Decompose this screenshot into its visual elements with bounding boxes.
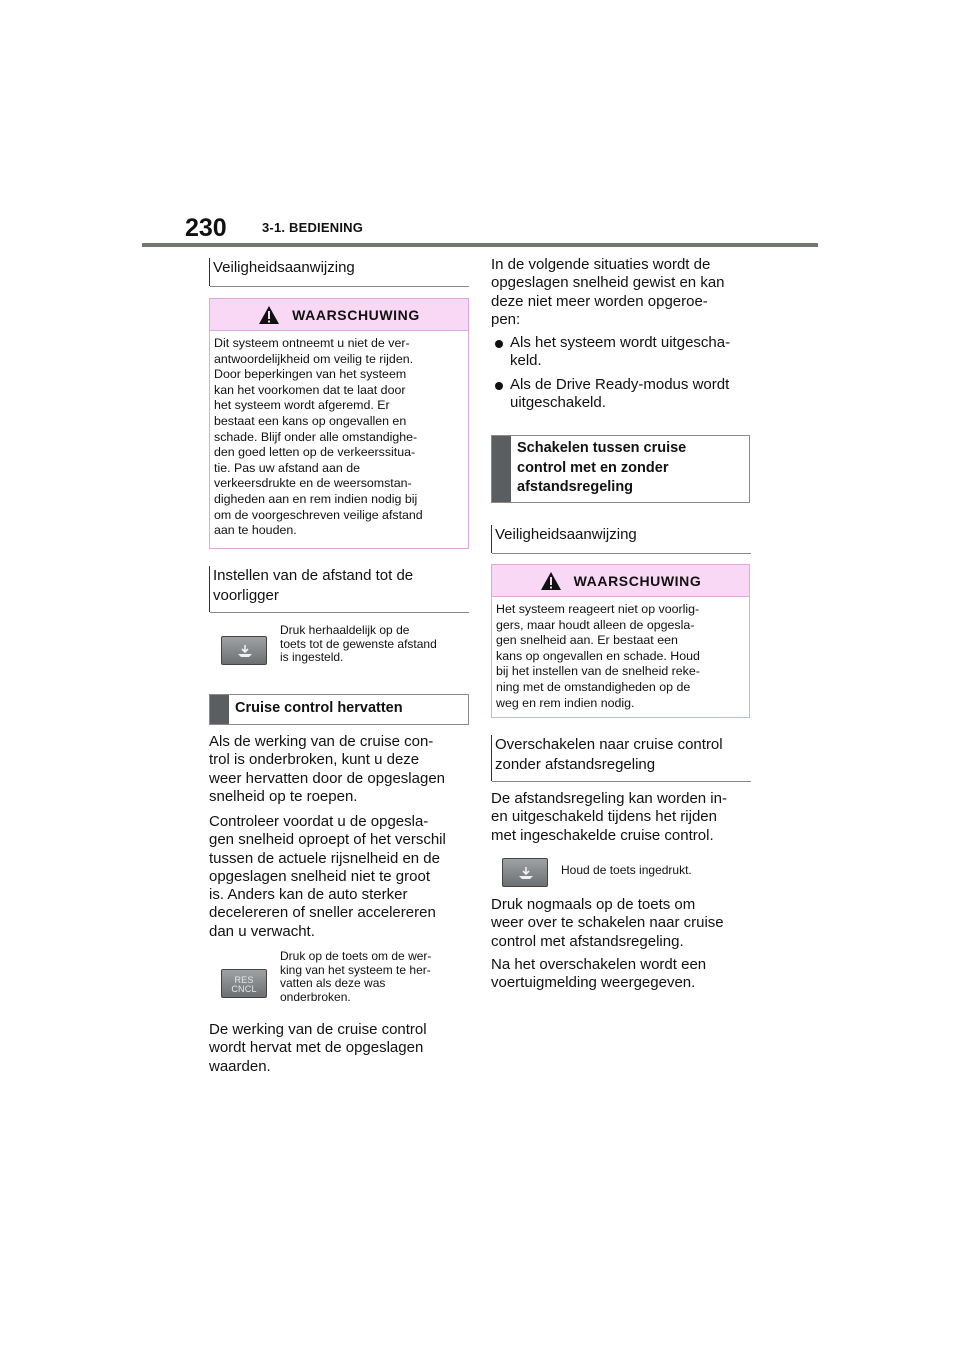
- distance-icon: [515, 866, 537, 880]
- right-p1-line: en uitgeschakeld tijdens het rijden: [491, 808, 717, 826]
- left-warning-line: tie. Pas uw afstand aan de: [214, 460, 361, 475]
- left-warning-line: bestaat een kans op ongevallen en: [214, 413, 407, 428]
- distance-button-text: [280, 624, 470, 665]
- left-warning-line: kan het voorkomen dat te laat door: [214, 382, 406, 397]
- right-warning-title: WAARSCHUWING: [573, 572, 702, 589]
- distance-button: [221, 636, 267, 665]
- resume-paragraph-2: [209, 813, 471, 941]
- right-safety-heading: [491, 525, 751, 553]
- res-button-line: onderbroken.: [280, 989, 351, 1004]
- resume-p1-line: snelheid op te roepen.: [209, 787, 358, 805]
- right-p3-line: voertuigmelding weergegeven.: [491, 974, 696, 992]
- switch-heading-line: afstandsregeling: [517, 479, 634, 495]
- resume-heading-text: Cruise control hervatten: [235, 700, 403, 716]
- resume-paragraph-3: [209, 1021, 471, 1076]
- distance-icon: [234, 644, 256, 658]
- resume-p1-line: weer hervatten door de opgeslagen: [209, 769, 446, 787]
- bullet-1-line: keld.: [510, 352, 542, 370]
- res-cncl-key-label: [222, 976, 266, 994]
- right-intro-line: deze niet meer worden opgeroe-: [491, 292, 708, 310]
- bullet-item-1: [491, 334, 753, 371]
- right-p2-line: control met afstandsregeling.: [491, 932, 684, 950]
- bullet-2-line: Als de Drive Ready-modus wordt: [510, 376, 730, 393]
- resume-p2-line: is. Anders kan de auto sterker: [209, 886, 408, 904]
- right-warning-line: gen snelheid aan. Er bestaat een: [496, 633, 678, 648]
- right-p3-line: Na het overschakelen wordt een: [491, 956, 707, 973]
- resume-p1-line: trol is onderbroken, kunt u deze: [209, 751, 420, 769]
- resume-p2-line: opgeslagen snelheid niet te groot: [209, 867, 431, 885]
- switch-off-heading-rule: [492, 781, 751, 782]
- left-warning-line: den goed letten op de verkeerssitua-: [214, 445, 416, 460]
- switch-off-heading: [491, 735, 751, 781]
- right-warning-header: [492, 565, 749, 597]
- left-warning-body: [210, 331, 468, 539]
- right-intro-line: In de volgende situaties wordt de: [491, 256, 711, 273]
- res-button-line: Druk op de toets om de wer-: [280, 949, 432, 963]
- left-warning-line: het systeem wordt afgeremd. Er: [214, 398, 390, 413]
- left-warning-line: digheden aan en rem indien nodig bij: [214, 491, 418, 506]
- left-safety-heading: [209, 258, 469, 286]
- distance-heading-line: Instellen van de afstand tot de: [213, 567, 414, 584]
- bullet-1-line: Als het systeem wordt uitgescha-: [510, 334, 731, 351]
- distance-button-line: Druk herhaaldelijk op de: [280, 623, 410, 637]
- resume-p2-line: decelereren of sneller accelereren: [209, 904, 436, 922]
- distance-heading: [209, 566, 469, 612]
- right-p2-line: Druk nogmaals op de toets om: [491, 896, 696, 913]
- right-p1-line: De afstandsregeling kan worden in-: [491, 790, 727, 807]
- left-warning-line: Dit systeem ontneemt u niet de ver-: [214, 336, 410, 350]
- distance-heading-rule: [210, 612, 469, 613]
- right-warning-line: gers, maar houdt alleen de opgesla-: [496, 617, 695, 632]
- bullet-item-2: [491, 376, 753, 413]
- switch-heading-line: control met en zonder: [517, 459, 669, 476]
- resume-p1-line: Als de werking van de cruise con-: [209, 733, 434, 750]
- left-warning-line: om de voorgeschreven veilige afstand: [214, 507, 423, 522]
- right-paragraph-1: [491, 790, 753, 845]
- right-paragraph-3: [491, 956, 753, 993]
- left-safety-heading-text: Veiligheidsaanwijzing: [213, 259, 355, 276]
- left-warning-line: Door beperkingen van het systeem: [214, 367, 407, 382]
- left-warning-line: verkeersdrukte en de weersomstan-: [214, 476, 412, 491]
- res-key-line: RES: [234, 975, 254, 985]
- warning-triangle-icon: [258, 305, 280, 325]
- switch-heading-line: Schakelen tussen cruise: [517, 440, 687, 456]
- left-warning-header: [210, 299, 468, 331]
- right-warning-body: [492, 597, 749, 711]
- right-warning-line: ning met de omstandigheden op de: [496, 679, 691, 694]
- resume-p2-line: dan u verwacht.: [209, 922, 315, 940]
- hold-button-text: Houd de toets ingedrukt.: [561, 863, 692, 877]
- switch-off-heading-line: zonder afstandsregeling: [495, 756, 656, 773]
- left-warning-title: WAARSCHUWING: [292, 306, 420, 323]
- right-warning-line: kans op ongevallen en schade. Houd: [496, 648, 700, 663]
- resume-p3-line: waarden.: [209, 1057, 271, 1075]
- resume-p2-line: Controleer voordat u de opgesla-: [209, 813, 429, 830]
- distance-button-line: toets tot de gewenste afstand: [280, 636, 437, 651]
- resume-heading: [209, 694, 469, 725]
- right-warning-box: [491, 564, 750, 718]
- left-safety-heading-rule: [210, 286, 469, 287]
- resume-paragraph-1: [209, 733, 471, 806]
- resume-p2-line: tussen de actuele rijsnelheid en de: [209, 849, 440, 867]
- bullet-2-line: uitgeschakeld.: [510, 394, 606, 412]
- header-rule: [142, 243, 818, 247]
- switch-heading-text: [511, 436, 692, 502]
- resume-p2-line: gen snelheid oproept of het verschil: [209, 831, 446, 849]
- right-paragraph-2: [491, 896, 753, 951]
- right-intro-line: pen:: [491, 310, 521, 328]
- left-warning-box: [209, 298, 469, 549]
- resume-heading-bar: [210, 695, 229, 724]
- right-p1-line: met ingeschakelde cruise control.: [491, 826, 714, 844]
- resume-p3-line: wordt hervat met de opgeslagen: [209, 1039, 424, 1057]
- section-title: 3-1. BEDIENING: [262, 220, 364, 235]
- res-cncl-button: [221, 969, 267, 998]
- right-p2-line: weer over te schakelen naar cruise: [491, 914, 724, 932]
- res-button-line: vatten als deze was: [280, 976, 386, 990]
- right-safety-heading-rule: [492, 553, 751, 554]
- distance-button-line: is ingesteld.: [280, 650, 344, 664]
- bullet-dot: [495, 382, 503, 390]
- right-warning-line: Het systeem reageert niet op voorlig-: [496, 602, 700, 616]
- switch-heading: [491, 435, 750, 503]
- right-warning-line: bij het instellen van de snelheid reke-: [496, 664, 700, 679]
- bullet-dot: [495, 340, 503, 348]
- switch-heading-bar: [492, 436, 511, 502]
- resume-p3-line: De werking van de cruise control: [209, 1021, 427, 1038]
- switch-off-heading-line: Overschakelen naar cruise control: [495, 736, 723, 753]
- right-intro-line: opgeslagen snelheid gewist en kan: [491, 274, 725, 292]
- right-intro-paragraph: [491, 256, 753, 329]
- res-button-line: king van het systeem te her-: [280, 962, 431, 977]
- distance-heading-line: voorligger: [213, 587, 279, 604]
- left-warning-line: antwoordelijkheid om veilig te rijden.: [214, 351, 414, 366]
- page-number: 230: [185, 214, 227, 242]
- right-safety-heading-text: Veiligheidsaanwijzing: [495, 526, 637, 543]
- warning-triangle-icon: [540, 571, 562, 591]
- left-warning-line: schade. Blijf onder alle omstandighe-: [214, 429, 418, 444]
- cncl-key-line: CNCL: [231, 984, 257, 994]
- right-warning-line: weg en rem indien nodig.: [496, 695, 635, 710]
- left-warning-line: aan te houden.: [214, 523, 297, 538]
- res-button-text: [280, 950, 470, 1004]
- hold-button: [502, 858, 548, 887]
